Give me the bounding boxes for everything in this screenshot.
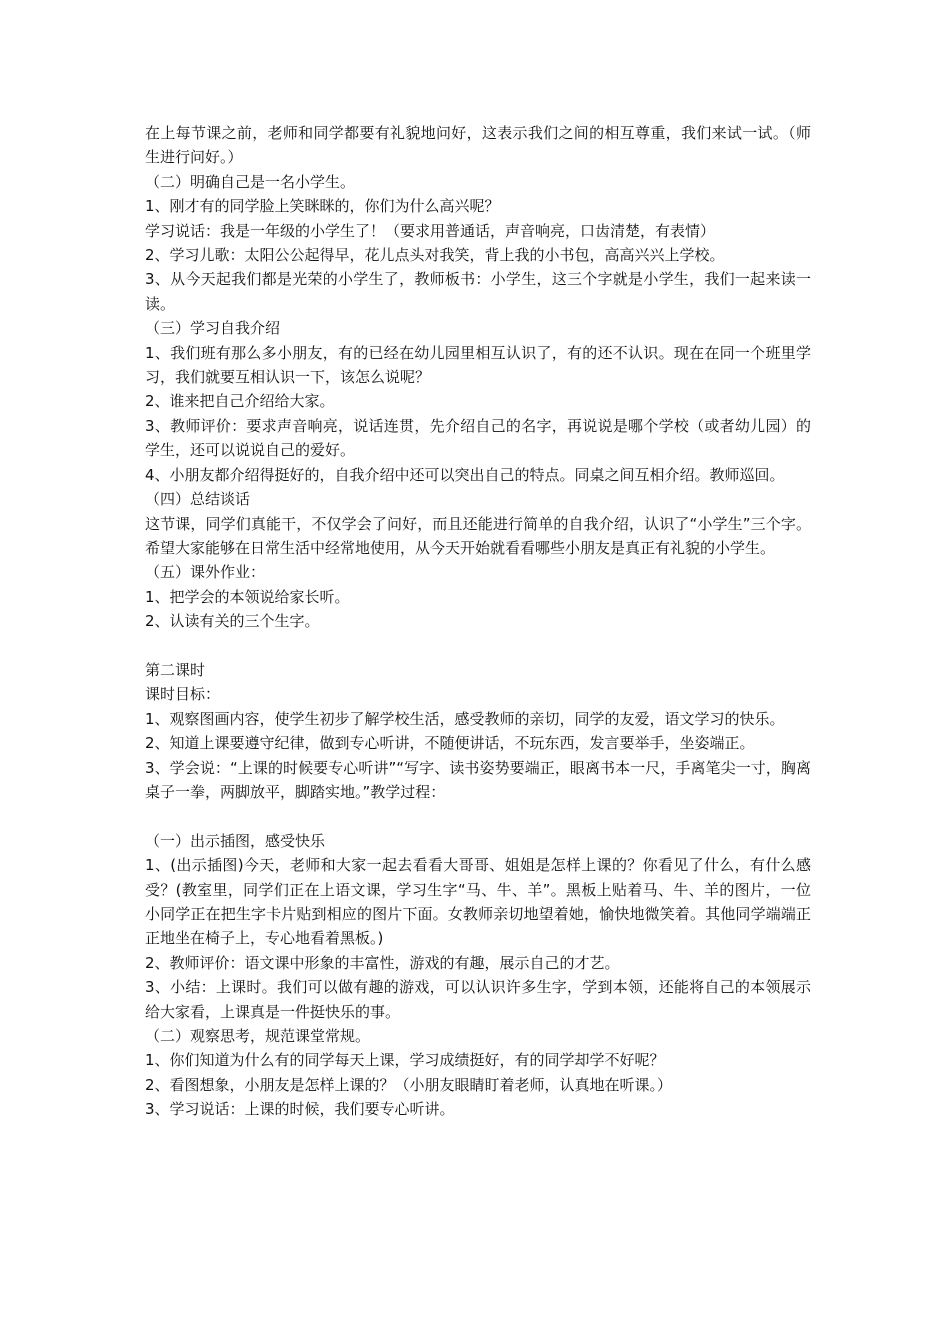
paragraph: 1、(出示插图)今天，老师和大家一起去看看大哥哥、姐姐是怎样上课的？你看见了什么，有什么感受？(教室里，同学们正在上语文课，学习生字“马、牛、羊”。黑板上贴着马、牛、羊的图片，一位小同学正在把生字卡片贴到相应的图片下面。女教师亲切地望着她，愉快地微笑着。其他同学端端正正地坐在椅子上，专心地看着黑板。) (145, 856, 811, 948)
section-heading: （二）观察思考，规范课堂常规。 (145, 1027, 371, 1045)
document-body (145, 121, 811, 1122)
paragraph: 3、学习说话：上课的时候，我们要专心听讲。 (145, 1100, 455, 1119)
paragraph: 3、教师评价：要求声音响亮，说话连贯，先介绍自己的名字，再说说是哪个学校（或者幼儿园）的学生，还可以说说自己的爱好。 (145, 416, 811, 460)
paragraph: 4、小朋友都介绍得挺好的，自我介绍中还可以突出自己的特点。同桌之间互相介绍。教师巡回。 (145, 465, 785, 484)
paragraph: 学习说话：我是一年级的小学生了！（要求用普通话，声音响亮，口齿清楚，有表情） (145, 221, 716, 240)
paragraph: 1、我们班有那么多小朋友，有的已经在幼儿园里相互认识了，有的还不认识。现在在同一个班里学习，我们就要互相认识一下，该怎么说呢？ (145, 343, 811, 387)
paragraph: 1、把学会的本领说给家长听。 (145, 587, 350, 606)
lesson-heading: 第二课时 (145, 660, 206, 679)
paragraph: 2、谁来把自己介绍给大家。 (145, 392, 335, 411)
paragraph: 2、看图想象，小朋友是怎样上课的？（小朋友眼睛盯着老师，认真地在听课。） (145, 1075, 673, 1094)
objectives-heading: 课时目标： (145, 685, 221, 704)
paragraph: 2、教师评价：语文课中形象的丰富性，游戏的有趣，展示自己的才艺。 (145, 953, 620, 972)
blank-line (145, 804, 811, 828)
section-heading: （四）总结谈话 (145, 490, 251, 509)
paragraph: 1、观察图画内容，使学生初步了解学校生活，感受教师的亲切，同学的友爱，语文学习的快乐。 (145, 709, 785, 728)
paragraph: 1、刚才有的同学脸上笑眯眯的，你们为什么高兴呢？ (145, 197, 500, 216)
paragraph: 在上每节课之前，老师和同学都要有礼貌地问好，这表示我们之间的相互尊重，我们来试一试。（师生进行问好。） (145, 124, 811, 167)
paragraph: 2、知道上课要遵守纪律，做到专心听讲，不随便讲话，不玩东西，发言要举手，坐姿端正。 (145, 734, 755, 753)
paragraph: 2、学习儿歌：太阳公公起得早，花儿点头对我笑，背上我的小书包，高高兴兴上学校。 (145, 246, 725, 265)
paragraph: 这节课，同学们真能干，不仅学会了问好，而且还能进行简单的自我介绍，认识了“小学生”三个字。希望大家能够在日常生活中经常地使用，从今天开始就看看哪些小朋友是真正有礼貌的小学生。 (145, 514, 811, 557)
paragraph: 3、小结：上课时。我们可以做有趣的游戏，可以认识许多生字，学到本领，还能将自己的本领展示给大家看，上课真是一件挺快乐的事。 (145, 978, 811, 1021)
paragraph: 3、学会说：“上课的时候要专心听讲”“写字、读书姿势要端正，眼离书本一尺，手离笔尖一寸，胸离桌子一拳，两脚放平，脚踏实地。”教学过程： (145, 758, 811, 801)
paragraph: 3、从今天起我们都是光荣的小学生了，教师板书：小学生，这三个字就是小学生，我们一起来读一读。 (145, 270, 811, 313)
blank-line (145, 634, 811, 658)
paragraph: 2、认读有关的三个生字。 (145, 612, 320, 631)
section-heading: （三）学习自我介绍 (145, 319, 281, 338)
section-heading: （二）明确自己是一名小学生。 (145, 172, 356, 191)
paragraph: 1、你们知道为什么有的同学每天上课，学习成绩挺好，有的同学却学不好呢？ (145, 1051, 665, 1070)
section-heading: （一）出示插图，感受快乐 (145, 831, 326, 850)
section-heading: （五）课外作业： (145, 563, 266, 582)
